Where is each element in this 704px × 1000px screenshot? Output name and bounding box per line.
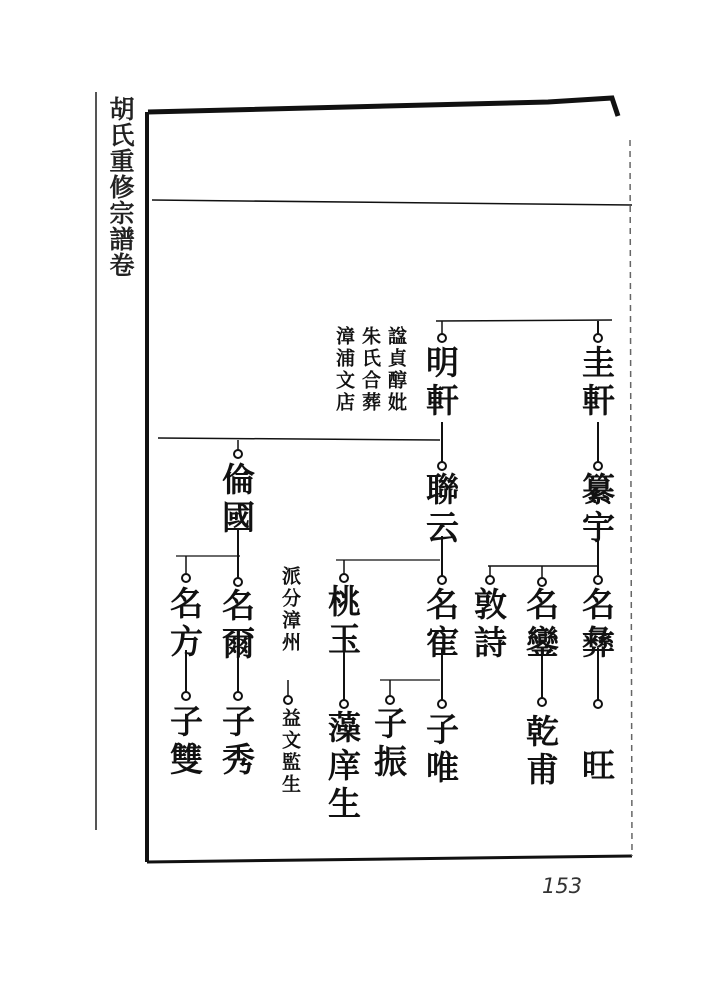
gen2-name: 倫國 [217,462,256,538]
gen3-name: 桃玉 [323,584,362,660]
gen2-name: 纂宇 [577,472,616,548]
gen3-name: 敦詩 [469,587,508,663]
gen4-name: 乾甫 [521,714,560,790]
gen4-name: 子唯 [421,712,460,788]
book-title: 胡氏重修宗譜卷 [106,96,135,278]
gen3-name: 名爾 [217,588,256,664]
gen4-name: 子振 [369,706,408,782]
gen4-name: 子雙 [165,704,204,780]
note-text: 朱氏合葬 [359,326,381,414]
gen4-name: 藻庠生 [323,710,362,824]
gen3-name: 名鑾 [521,587,560,663]
gen3-name: 名方 [165,586,204,662]
note-text: 漳浦文店 [333,326,355,414]
gen4-name: 旺 [577,748,616,786]
note-text: 益文監生 [279,708,301,796]
note-text: 諡貞醇妣 [385,326,407,414]
note-text: 派分漳州 [279,566,301,654]
gen4-name: 子秀 [217,704,256,780]
gen3-name: 名彝 [577,587,616,663]
gen2-name: 聯云 [421,472,460,548]
gen1-name: 明軒 [421,345,460,421]
page-number: 153 [542,874,583,898]
gen1-name: 圭軒 [577,345,616,421]
gen3-name: 名寉 [421,587,460,663]
